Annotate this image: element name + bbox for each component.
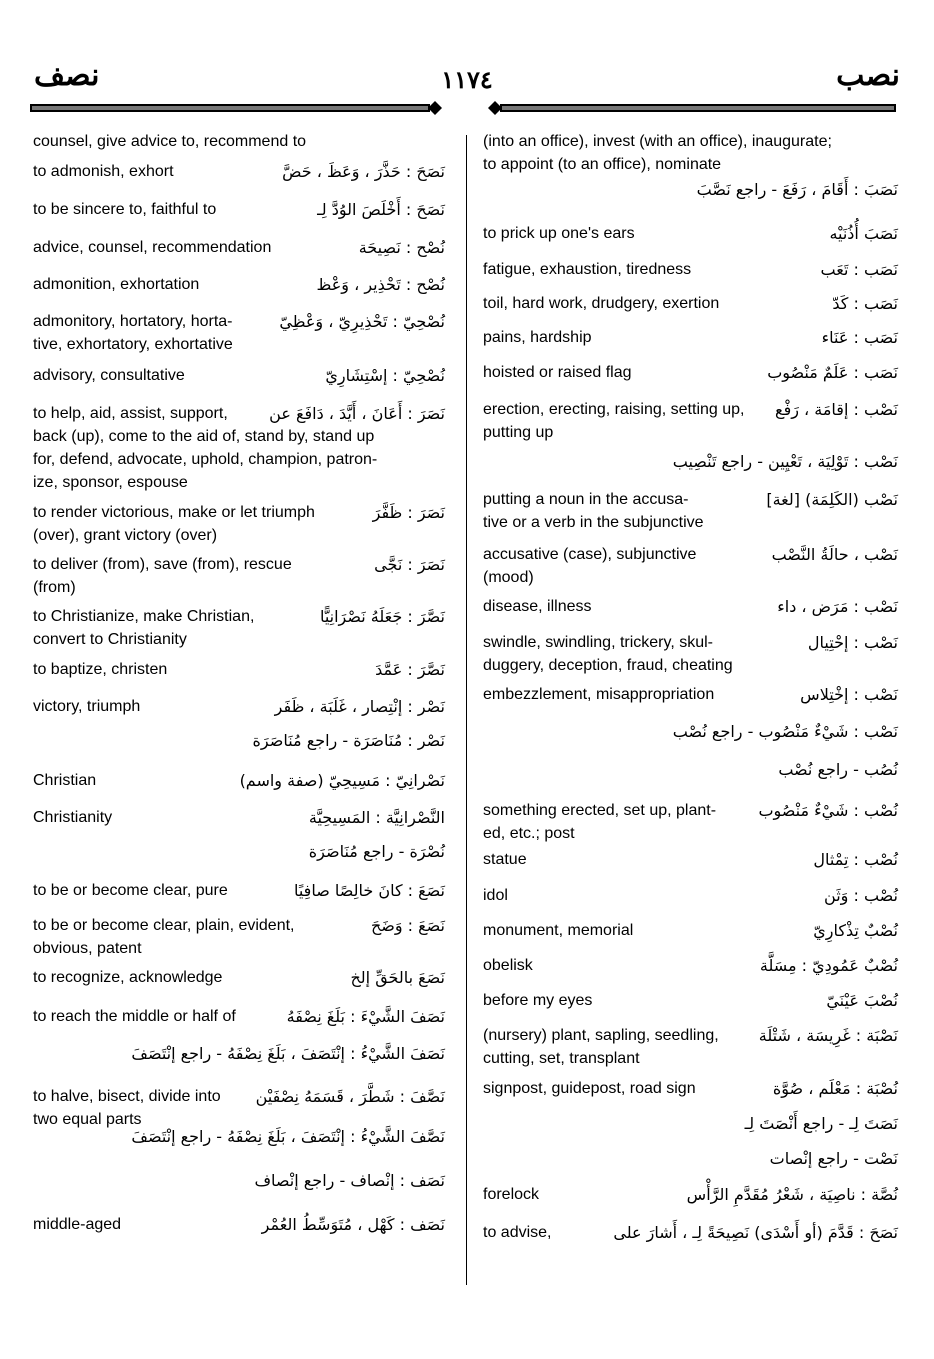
english-gloss: Christian bbox=[33, 772, 97, 789]
arabic-headword: نُصْح : نَصِيحَة bbox=[358, 238, 445, 257]
english-gloss: monument, memorial bbox=[483, 922, 634, 939]
arabic-headword: نُصْب : تِمْثال bbox=[813, 850, 898, 869]
arabic-headword: نُصْحِيّ : إسْتِشَارِيّ bbox=[325, 366, 445, 385]
english-gloss: to help, aid, assist, support, back (up), come to the aid of, stand by, stand up for, defend, advocate, uphold, champion, patron- ize, sponsor, espouse bbox=[33, 405, 378, 491]
arabic-headword: نُصْبٌ عَمُودِيّ : مِسَلَّة bbox=[759, 956, 898, 975]
arabic-headword: نَصَعَ : كانَ خالِصًا صافِيًا bbox=[293, 881, 445, 900]
arabic-headword: نَصْر : إنْتِصار ، غَلَبَة ، ظَفَر bbox=[274, 697, 445, 716]
english-gloss: to recognize, acknowledge bbox=[33, 969, 223, 986]
arabic-headword: نُصْبَة : مَعْلَم ، صُوَّة bbox=[772, 1079, 898, 1098]
english-gloss: putting a noun in the accusa- tive or a verb in the subjunctive bbox=[483, 491, 704, 531]
arabic-headword: نَصْرانِيّ : مَسِيحِيّ (صفة واسم) bbox=[239, 771, 445, 790]
english-gloss: to prick up one's ears bbox=[483, 225, 635, 242]
arabic-headword: نَصَّفَ : شَطَّرَ ، قَسَمَهُ نِصْفَيْن bbox=[255, 1087, 445, 1106]
arabic-headword: نَصَب : تَعَب bbox=[820, 260, 898, 279]
english-gloss: to reach the middle or half of bbox=[33, 1008, 236, 1025]
arabic-headword: نَصْب : إقامَة ، رَفْع bbox=[775, 400, 898, 419]
header-rule-right bbox=[488, 101, 896, 115]
english-gloss: to advise, bbox=[483, 1224, 552, 1241]
english-gloss: (nursery) plant, sapling, seedling, cutting, set, transplant bbox=[483, 1027, 719, 1067]
arabic-headword: نَصَب : كَدّ bbox=[832, 294, 898, 313]
english-gloss: Christianity bbox=[33, 809, 113, 826]
english-gloss: advisory, consultative bbox=[33, 367, 185, 384]
english-gloss: to admonish, exhort bbox=[33, 163, 174, 180]
english-gloss: victory, triumph bbox=[33, 698, 141, 715]
arabic-headword: نَصْب : مَرَض ، داء bbox=[777, 597, 898, 616]
arabic-headword: نَصَتَ لِـ - راجع أَنْصَتَ لِـ bbox=[744, 1114, 898, 1133]
arabic-headword: نَصْب ، حالَةُ النَّصْب bbox=[771, 545, 898, 564]
english-gloss: admonition, exhortation bbox=[33, 276, 200, 293]
arabic-headword: نَصَرَ : ظَفَّرَ bbox=[372, 503, 445, 522]
english-gloss: to render victorious, make or let triumph (over), grant victory (over) bbox=[33, 504, 315, 544]
english-gloss: (into an office), invest (with an office), inaugurate; to appoint (to an office), nominate bbox=[483, 133, 832, 173]
arabic-headword: نَصْب : إحْتِيال bbox=[807, 633, 898, 652]
arabic-headword: نَصَب : عَلَمٌ مَنْصُوب bbox=[767, 363, 898, 382]
arabic-headword: نُصْب : شَيْءٌ مَنْصُوب bbox=[758, 801, 898, 820]
arabic-headword: نَصَحَ : حَذَّرَ ، وَعَظَ ، حَضَّ bbox=[282, 162, 445, 181]
arabic-headword: نَصَعَ بالحَقِّ إلخ bbox=[350, 968, 445, 987]
header-rule-left bbox=[30, 101, 442, 115]
english-gloss: to be or become clear, plain, evident, obvious, patent bbox=[33, 917, 295, 957]
english-gloss: to be sincere to, faithful to bbox=[33, 201, 217, 218]
english-gloss: statue bbox=[483, 851, 527, 868]
arabic-headword: نَصْت - راجع إنْصات bbox=[769, 1149, 898, 1168]
english-gloss: swindle, swindling, trickery, skul- duggery, deception, fraud, cheating bbox=[483, 634, 733, 674]
page-number: ١١٧٤ bbox=[441, 65, 493, 94]
english-gloss: accusative (case), subjunctive (mood) bbox=[483, 546, 697, 586]
english-gloss: advice, counsel, recommendation bbox=[33, 239, 272, 256]
arabic-headword: النَّصْرانِيَّة : المَسِيحِيَّة bbox=[308, 808, 445, 827]
arabic-headword: نَصَّفَ الشَّيْءُ : إنْتَصَفَ ، بَلَغَ نِصْفَهُ - راجع إنْتَصَفَ bbox=[131, 1127, 445, 1146]
arabic-headword: نُصْحِيّ : تَحْذِيرِيّ ، وَعْظِيّ bbox=[279, 312, 445, 331]
english-gloss: erection, erecting, raising, setting up, putting up bbox=[483, 401, 745, 441]
english-gloss: obelisk bbox=[483, 957, 533, 974]
arabic-headword: نَصَب : عَنَاء bbox=[821, 328, 898, 347]
arabic-headword: نُصْح : تَحْذِير ، وَعْظ bbox=[316, 275, 445, 294]
english-gloss: to halve, bisect, divide into two equal parts bbox=[33, 1088, 221, 1128]
english-gloss: disease, illness bbox=[483, 598, 592, 615]
arabic-headword: نُصْبَ عَيْنَيّ bbox=[826, 991, 898, 1010]
english-gloss: before my eyes bbox=[483, 992, 593, 1009]
english-gloss: to baptize, christen bbox=[33, 661, 168, 678]
arabic-headword: نَصَرَ : أَعَانَ ، أَيَّدَ ، دَافَعَ عن bbox=[269, 404, 445, 423]
english-gloss: admonitory, hortatory, horta- tive, exhortatory, exhortative bbox=[33, 313, 233, 353]
english-gloss: something erected, set up, plant- ed, etc.; post bbox=[483, 802, 717, 842]
running-head-left: نصف bbox=[34, 58, 100, 93]
arabic-headword: نَصَحَ : قَدَّمَ (أو أَسْدَى) نَصِيحَةً لِـ ، أَشارَ على bbox=[613, 1223, 898, 1242]
english-gloss: idol bbox=[483, 887, 508, 904]
arabic-headword: نَصْر : مُنَاصَرَة - راجع مُنَاصَرَة bbox=[252, 731, 445, 750]
arabic-headword: نَصْب (الكَلِمَة) [لغة] bbox=[766, 490, 898, 509]
english-gloss: toil, hard work, drudgery, exertion bbox=[483, 295, 720, 312]
arabic-headword: نُصُب - راجع نُصْب bbox=[778, 760, 898, 779]
arabic-headword: نُصْب : وَثَن bbox=[824, 886, 898, 905]
running-head-right: نصب bbox=[836, 58, 900, 93]
arabic-headword: نُصْبٌ تِذْكارِيّ bbox=[813, 921, 898, 940]
english-gloss: embezzlement, misappropriation bbox=[483, 686, 715, 703]
arabic-headword: نَصَرَ : نَجَّى bbox=[374, 555, 445, 574]
arabic-headword: نَصَحَ : أَخْلَصَ الوُدَّ لِـ bbox=[317, 200, 445, 219]
arabic-headword: نُصَّة : ناصِيَة ، شَعْرُ مُقَدَّمِ الرَّأْس bbox=[686, 1185, 898, 1204]
arabic-headword: نَصَّرَ : جَعَلَهُ نَصْرَانِيًّا bbox=[319, 607, 445, 626]
arabic-headword: نَصْبَة : غَرِيسَة ، شَتْلَة bbox=[758, 1026, 898, 1045]
english-gloss: counsel, give advice to, recommend to bbox=[33, 133, 307, 150]
arabic-headword: نُصْرَة - راجع مُنَاصَرَة bbox=[308, 842, 445, 861]
english-gloss: to deliver (from), save (from), rescue (from) bbox=[33, 556, 292, 596]
english-gloss: to be or become clear, pure bbox=[33, 882, 228, 899]
english-gloss: signpost, guidepost, road sign bbox=[483, 1080, 696, 1097]
arabic-headword: نَصَف : إنْصاف - راجع إنْصاف bbox=[254, 1171, 445, 1190]
english-gloss: hoisted or raised flag bbox=[483, 364, 632, 381]
arabic-headword: نَصَفَ الشَّيْءَ : بَلَغَ نِصْفَهُ bbox=[286, 1007, 445, 1026]
column-divider bbox=[466, 135, 467, 1285]
arabic-headword: نَصَعَ : وَضَحَ bbox=[370, 916, 445, 935]
arabic-headword: نَصْب : شَيْءٌ مَنْصُوب - راجع نُصْب bbox=[672, 722, 898, 741]
arabic-headword: نَصْب : إخْتِلاس bbox=[800, 685, 898, 704]
english-gloss: to Christianize, make Christian, convert to Christianity bbox=[33, 608, 255, 648]
arabic-headword: نَصْب : تَوْلِيَة ، تَعْيِين - راجع تَنْصِيب bbox=[672, 452, 898, 471]
arabic-headword: نَصَبَ : أَقَامَ ، رَفَعَ - راجع نَصَّبَ bbox=[696, 180, 898, 199]
english-gloss: forelock bbox=[483, 1186, 540, 1203]
arabic-headword: نَصَّرَ : عَمَّدَ bbox=[375, 660, 445, 679]
arabic-headword: نَصَبَ أُذُنَيْه bbox=[829, 224, 898, 243]
arabic-headword: نَصَف : كَهْل ، مُتَوَسِّطُ العُمْر bbox=[261, 1215, 445, 1234]
arabic-headword: نَصَفَ الشَّيْءُ : إنْتَصَفَ ، بَلَغَ نِصْفَهُ - راجع إنْتَصَفَ bbox=[131, 1044, 445, 1063]
english-gloss: fatigue, exhaustion, tiredness bbox=[483, 261, 692, 278]
english-gloss: middle-aged bbox=[33, 1216, 122, 1233]
english-gloss: pains, hardship bbox=[483, 329, 592, 346]
